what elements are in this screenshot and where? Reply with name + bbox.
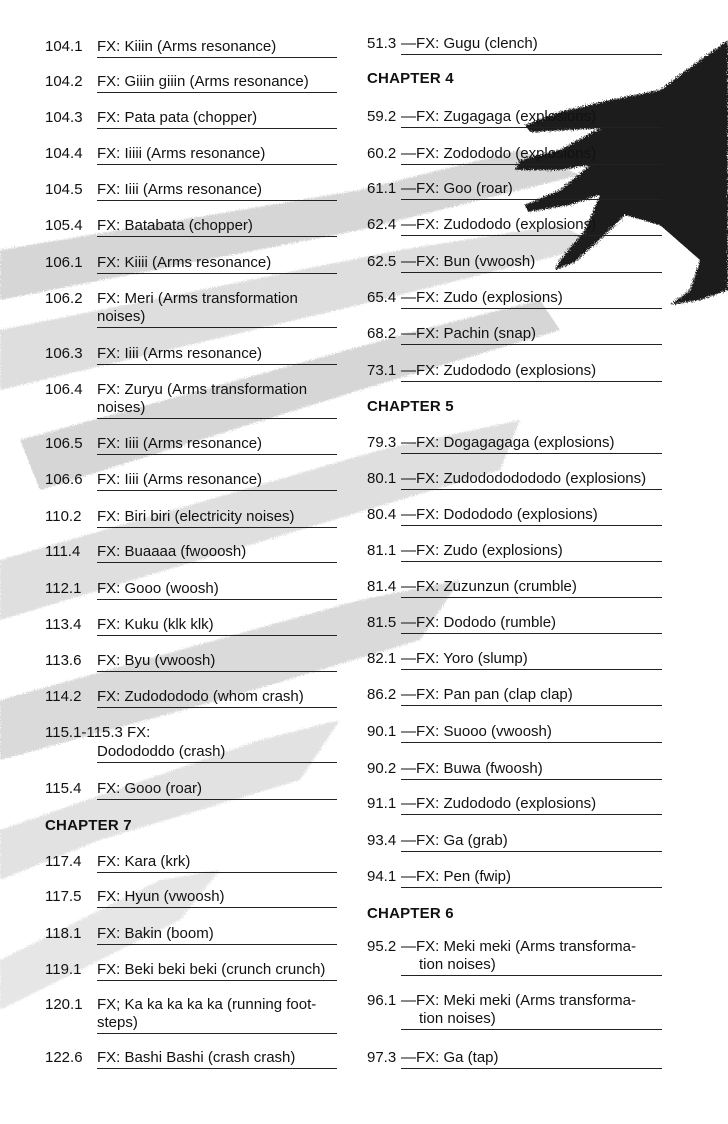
page-panel-number: 114.2 [45, 688, 82, 705]
fx-text-line: —FX: Zuzunzun (crumble) [401, 578, 577, 595]
chapter-heading: CHAPTER 7 [45, 817, 132, 834]
fx-text [401, 686, 662, 706]
page-panel-number: 73.1 [367, 362, 397, 379]
page-panel-number: 91.1 [367, 795, 397, 812]
page-panel-number: 106.2 [45, 290, 83, 307]
fx-text [97, 254, 337, 274]
page-panel-number: 104.1 [45, 38, 83, 55]
fx-text [97, 853, 337, 873]
fx-text-line: —FX: Buwa (fwoosh) [401, 760, 543, 777]
page-panel-number: 81.1 [367, 542, 397, 559]
page-panel-number: 81.4 [367, 578, 397, 595]
fx-text-line: —FX: Goo (roar) [401, 180, 513, 197]
page-panel-number: 106.6 [45, 471, 83, 488]
fx-text [97, 996, 337, 1034]
fx-text-line: FX: Beki beki beki (crunch crunch) [97, 961, 326, 978]
page-panel-number: 51.3 [367, 35, 397, 52]
fx-text [97, 780, 337, 800]
fx-text [97, 38, 337, 58]
page-panel-number: 118.1 [45, 925, 82, 942]
fx-text-line: FX: Bakin (boom) [97, 925, 214, 942]
fx-text [401, 289, 662, 309]
page-panel-number: 122.6 [45, 1049, 83, 1066]
fx-text-line-2: noises) [97, 399, 146, 416]
fx-text-line: FX: Meri (Arms transformation [97, 290, 298, 307]
page-panel-number: 62.4 [367, 216, 397, 233]
fx-text-line: —FX: Bun (vwoosh) [401, 253, 536, 270]
fx-text-line: FX: Bashi Bashi (crash crash) [97, 1049, 296, 1066]
page-panel-number: 115.4 [45, 780, 82, 797]
fx-text-line: FX: Kiiin (Arms resonance) [97, 38, 277, 55]
page-panel-number: 117.5 [45, 888, 82, 905]
page-panel-number: 80.1 [367, 470, 397, 487]
fx-text-line: —FX: Zudo (explosions) [401, 542, 563, 559]
page-panel-number: 119.1 [45, 961, 82, 978]
fx-text-line: FX: Buaaaa (fwooosh) [97, 543, 247, 560]
page-panel-number: 104.3 [45, 109, 83, 126]
page-panel-number: 104.5 [45, 181, 83, 198]
page-panel-number: 110.2 [45, 508, 82, 525]
fx-text [97, 109, 337, 129]
page-panel-number: 106.5 [45, 435, 83, 452]
fx-text-line: FX: Hyun (vwoosh) [97, 888, 225, 905]
page-panel-number: 80.4 [367, 506, 397, 523]
page-panel-number: 105.4 [45, 217, 83, 234]
fx-text [97, 290, 337, 328]
fx-text-line: —FX: Zugagaga (explosions) [401, 108, 597, 125]
fx-text [401, 723, 662, 743]
fx-text [401, 216, 662, 236]
fx-text [97, 925, 337, 945]
fx-text-line: —FX: Pan pan (clap clap) [401, 686, 573, 703]
page-panel-number: 117.4 [45, 853, 82, 870]
page-panel-number: 96.1 [367, 992, 397, 1009]
fx-text [401, 795, 662, 815]
fx-text [97, 688, 337, 708]
fx-text-line: —FX: Zudododo (explosions) [401, 795, 597, 812]
page-panel-number: 82.1 [367, 650, 397, 667]
fx-text [97, 888, 337, 908]
page-panel-number: 65.4 [367, 289, 397, 306]
chapter-heading: CHAPTER 6 [367, 905, 454, 922]
chapter-heading: CHAPTER 4 [367, 70, 454, 87]
fx-text [401, 542, 662, 562]
fx-text [97, 217, 337, 237]
fx-text [97, 1049, 337, 1069]
fx-text [97, 73, 337, 93]
fx-text-line: FX: Kiiii (Arms resonance) [97, 254, 272, 271]
fx-text-line: FX: Zuryu (Arms transformation [97, 381, 308, 398]
fx-text-line: FX: Zudodododo (whom crash) [97, 688, 304, 705]
fx-text-line: FX: Kuku (klk klk) [97, 616, 214, 633]
fx-text-line: FX: Kara (krk) [97, 853, 191, 870]
fx-text-line: FX: Iiii (Arms resonance) [97, 471, 263, 488]
fx-text [97, 471, 337, 491]
fx-text-line: FX: Iiiii (Arms resonance) [97, 145, 266, 162]
fx-text-line: —FX: Zudododo (explosions) [401, 362, 597, 379]
fx-text [401, 992, 662, 1030]
page-panel-number: 94.1 [367, 868, 397, 885]
fx-text [401, 506, 662, 526]
page-panel-number: 97.3 [367, 1049, 397, 1066]
fx-text-line: —FX: Dogagagaga (explosions) [401, 434, 615, 451]
page-panel-number: 62.5 [367, 253, 397, 270]
fx-text-line: FX: Biri biri (electricity noises) [97, 508, 295, 525]
fx-text [97, 543, 337, 563]
fx-text-line: —FX: Meki meki (Arms transforma- [401, 992, 637, 1009]
fx-text [97, 435, 337, 455]
fx-text-line: FX: Pata pata (chopper) [97, 109, 258, 126]
fx-text-line: —FX: Yoro (slump) [401, 650, 528, 667]
page-panel-number: 68.2 [367, 325, 397, 342]
fx-text [401, 108, 662, 128]
page-panel-number: 61.1 [367, 180, 397, 197]
page-panel-number: 95.2 [367, 938, 397, 955]
fx-text-line-2: noises) [97, 308, 146, 325]
fx-text-line: —FX: Gugu (clench) [401, 35, 538, 52]
fx-text-line: —FX: Ga (grab) [401, 832, 508, 849]
page-panel-number: 90.1 [367, 723, 397, 740]
fx-text-line: —FX: Dodododo (explosions) [401, 506, 598, 523]
page-panel-number: 59.2 [367, 108, 397, 125]
fx-text [401, 578, 662, 598]
page-panel-number: 115.1-115.3 FX: [45, 724, 151, 741]
page-panel-number: 60.2 [367, 145, 397, 162]
page-panel-number: 111.4 [45, 543, 81, 560]
page-panel-number: 81.5 [367, 614, 397, 631]
fx-text [97, 381, 337, 419]
fx-text [97, 580, 337, 600]
fx-text [401, 868, 662, 888]
fx-text-line: FX: Iiii (Arms resonance) [97, 435, 263, 452]
fx-text-line: FX: Batabata (chopper) [97, 217, 253, 234]
fx-text-line: —FX: Pachin (snap) [401, 325, 537, 342]
fx-text [97, 652, 337, 672]
fx-text [401, 145, 662, 165]
fx-text-line-2: tion noises) [419, 956, 496, 973]
fx-text-line: FX: Byu (vwoosh) [97, 652, 216, 669]
page-panel-number: 106.1 [45, 254, 83, 271]
fx-text-line: —FX: Zudododo (explosions) [401, 216, 597, 233]
fx-text-line: —FX: Ga (tap) [401, 1049, 499, 1066]
page-panel-number: 90.2 [367, 760, 397, 777]
fx-text [97, 345, 337, 365]
page-panel-number: 112.1 [45, 580, 82, 597]
fx-text-line: —FX: Zodododo (explosions) [401, 145, 597, 162]
fx-text-line: FX: Gooo (roar) [97, 780, 203, 797]
fx-text [401, 938, 662, 976]
fx-text-line: FX: Gooo (woosh) [97, 580, 219, 597]
fx-text [401, 35, 662, 55]
page-panel-number: 104.2 [45, 73, 83, 90]
fx-text [97, 961, 337, 981]
fx-text-line: —FX: Meki meki (Arms transforma- [401, 938, 637, 955]
fx-text [401, 1049, 662, 1069]
fx-text [401, 760, 662, 780]
page-panel-number: 113.4 [45, 616, 82, 633]
page-panel-number: 120.1 [45, 996, 83, 1013]
chapter-heading: CHAPTER 5 [367, 398, 454, 415]
fx-text [401, 470, 662, 490]
fx-text [401, 614, 662, 634]
fx-text [401, 832, 662, 852]
fx-text-line: —FX: Pen (fwip) [401, 868, 512, 885]
fx-text [401, 253, 662, 273]
page-panel-number: 79.3 [367, 434, 397, 451]
fx-text [401, 325, 662, 345]
fx-text-line: FX: Iiii (Arms resonance) [97, 181, 263, 198]
fx-text-line: —FX: Zudodododododo (explosions) [401, 470, 647, 487]
fx-text [97, 145, 337, 165]
page-panel-number: 106.3 [45, 345, 83, 362]
fx-text-line: —FX: Dododo (rumble) [401, 614, 557, 631]
fx-text [401, 362, 662, 382]
fx-text: Dodododdo (crash) [97, 743, 337, 763]
page-panel-number: 93.4 [367, 832, 397, 849]
page-panel-number: 113.6 [45, 652, 82, 669]
fx-text-line: FX: Giiin giiin (Arms resonance) [97, 73, 309, 90]
page-panel-number: 106.4 [45, 381, 83, 398]
fx-text-line: FX; Ka ka ka ka ka (running foot- [97, 996, 317, 1013]
fx-text-line: FX: Iiii (Arms resonance) [97, 345, 263, 362]
fx-text-line: —FX: Suooo (vwoosh) [401, 723, 552, 740]
fx-text [401, 650, 662, 670]
fx-text-line-2: steps) [97, 1014, 138, 1031]
page-panel-number: 86.2 [367, 686, 397, 703]
fx-text [97, 508, 337, 528]
fx-text [401, 434, 662, 454]
fx-text [401, 180, 662, 200]
fx-text-line-2: tion noises) [419, 1010, 496, 1027]
fx-text-line: —FX: Zudo (explosions) [401, 289, 563, 306]
fx-text [97, 181, 337, 201]
fx-text [97, 616, 337, 636]
page-panel-number: 104.4 [45, 145, 83, 162]
